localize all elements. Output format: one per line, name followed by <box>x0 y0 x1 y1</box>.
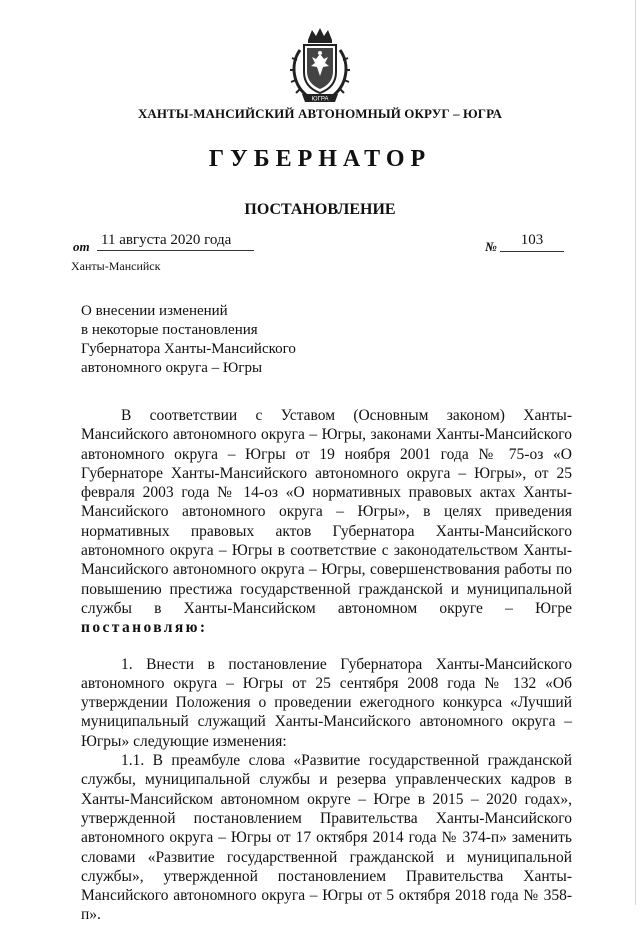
document-body <box>81 406 572 925</box>
number-prefix: № <box>485 239 497 254</box>
date-prefix: от <box>73 239 90 254</box>
region-heading: ХАНТЫ-МАНСИЙСКИЙ АВТОНОМНЫЙ ОКРУГ – ЮГРА <box>137 106 503 121</box>
city-name: Ханты-Мансийск <box>71 259 161 273</box>
decree-word: постановляю: <box>81 619 208 637</box>
document-subject <box>81 302 341 378</box>
document-type-heading: ПОСТАНОВЛЕНИЕ <box>244 201 396 218</box>
subject-line: автономного округа – Югры <box>81 360 263 376</box>
scan-edge-line <box>635 0 636 905</box>
subject-line: О внесении изменений <box>81 303 228 319</box>
item-1-1-paragraph: 1.1. В преамбуле слова «Развитие государственной гражданской службы, муниципальной службы и резерва управленческих кадров в Ханты-Мансийском автономном округе – Югре в 2015 – 2020 годах», утвержденной постановлением Правительства Ханты-Мансийского автономного округа – Югры от 17 октября 2014 года № 374-п» заменить словами «Развитие государственной гражданской и муниципальной службы», утвержденной постановлением Правительства Ханты-Мансийского автономного округа – Югры от 5 октября 2018 года № 358-п». <box>81 752 572 924</box>
khanty-mansiysk-coat-of-arms-icon <box>286 26 354 106</box>
governor-heading: ГУБЕРНАТОР <box>208 146 432 172</box>
subject-line: в некоторые постановления <box>81 322 258 338</box>
preamble-text: В соответствии с Уставом (Основным законом) Ханты-Мансийского автономного округа – Югры, законами Ханты-Мансийского автономного округа – Югры от 19 ноября 2001 года № 75-оз «О Губернаторе Ханты-Мансийского автономного округа – Югры», от 25 февраля 2003 года № 14-оз «О нормативных правовых актах Ханты-Мансийского автономного округа – Югры», в целях приведения нормативных правовых актов Губернатора Ханты-Мансийского автономного округа – Югры в соответствие с законодательством Ханты-Мансийского автономного округа – Югры, совершенствования работы по повышению престижа государственной гражданской и муниципальной службы в Ханты-Мансийском автономном округе – Югре <box>81 407 572 617</box>
subject-line: Губернатора Ханты-Мансийского <box>81 341 296 357</box>
document-date: 11 августа 2020 года <box>97 232 254 251</box>
item-1-paragraph: 1. Внести в постановление Губернатора Ханты-Мансийского автономного округа – Югры от 25 сентября 2008 года № 132 «Об утверждении Положения о проведении ежегодного конкурса «Лучший муниципальный служащий Ханты-Мансийского автономного округа – Югры» следующие изменения: <box>81 655 572 750</box>
emblem-ribbon-text: ЮГРА <box>311 96 329 103</box>
preamble-paragraph <box>81 406 572 638</box>
document-number: 103 <box>500 232 564 252</box>
